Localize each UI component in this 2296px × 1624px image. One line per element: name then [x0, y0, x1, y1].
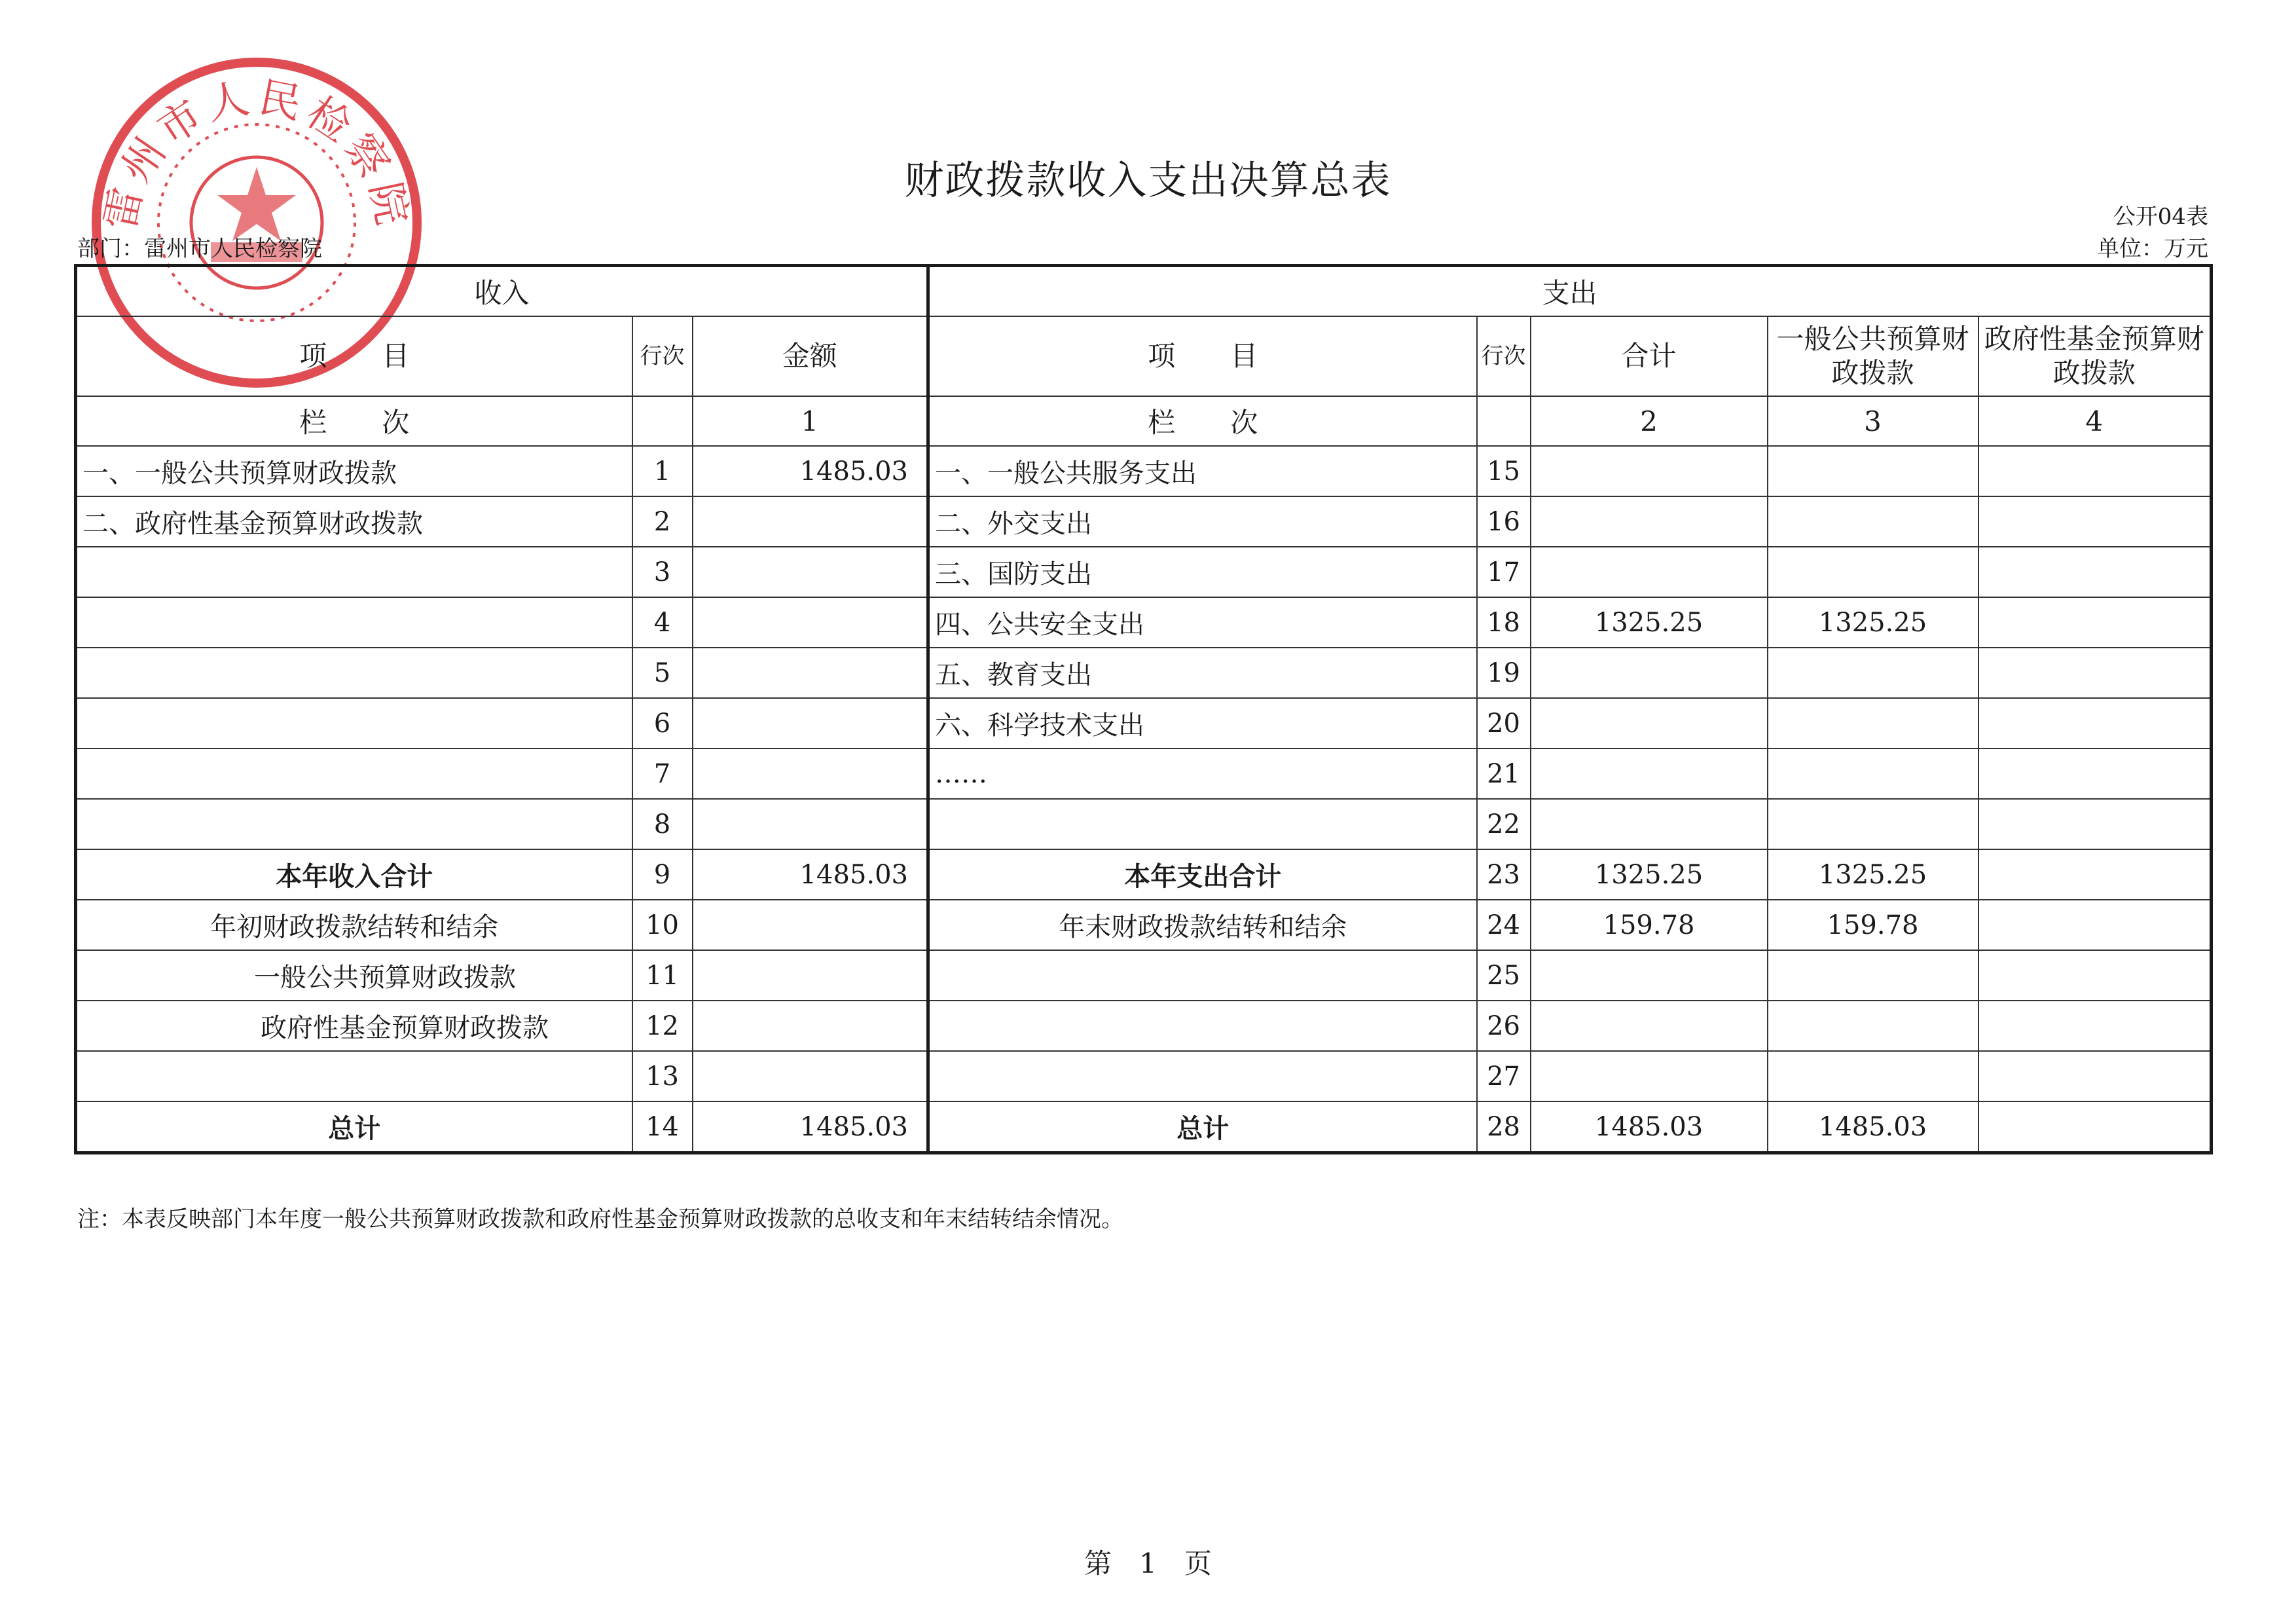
income-item: 一、一般公共预算财政拨款	[76, 446, 632, 496]
income-amount	[693, 900, 928, 950]
income-amount	[693, 1051, 928, 1101]
expense-item	[928, 1001, 1477, 1051]
income-amount	[693, 648, 928, 698]
department-name: 雷州市人民检察院	[144, 236, 322, 262]
expense-item: 总计	[928, 1101, 1477, 1153]
expense-rowno: 23	[1477, 849, 1531, 900]
income-item: 一般公共预算财政拨款	[76, 950, 632, 1001]
income-amount	[693, 799, 928, 849]
expense-fund	[1978, 648, 2212, 698]
income-rowno: 4	[632, 597, 693, 648]
expense-fund	[1978, 849, 2212, 900]
department-label: 部门：	[77, 236, 144, 262]
income-amount: 1485.03	[693, 446, 928, 496]
expense-item	[928, 950, 1477, 1001]
expense-rowno: 28	[1477, 1101, 1531, 1153]
unit-label: 单位：万元	[2097, 236, 2208, 262]
expense-total: 159.78	[1531, 900, 1768, 950]
income-column-label: 栏 次	[76, 396, 632, 446]
header-row-sections	[76, 266, 2212, 317]
table-row	[76, 496, 2212, 547]
expense-general	[1768, 1001, 1978, 1051]
expense-total	[1531, 648, 1768, 698]
table-row	[76, 799, 2212, 849]
income-rowno-blank	[632, 396, 693, 446]
income-rowno: 2	[632, 496, 693, 547]
expense-item: ……	[928, 748, 1477, 799]
income-amount	[693, 698, 928, 748]
expense-general	[1768, 1051, 1978, 1101]
expense-total	[1531, 748, 1768, 799]
income-col-number: 1	[693, 396, 928, 446]
income-amount	[693, 950, 928, 1001]
table-row	[76, 950, 2212, 1001]
table-row	[76, 1101, 2212, 1153]
expense-item: 六、科学技术支出	[928, 698, 1477, 748]
expense-total: 1325.25	[1531, 597, 1768, 648]
income-rowno: 12	[632, 1001, 693, 1051]
expense-fund	[1978, 698, 2212, 748]
expense-total: 1485.03	[1531, 1101, 1768, 1153]
expense-rowno-blank	[1477, 396, 1531, 446]
department	[77, 231, 322, 263]
income-rowno: 9	[632, 849, 693, 900]
income-rowno: 13	[632, 1051, 693, 1101]
expense-general	[1768, 698, 1978, 748]
income-rowno: 5	[632, 648, 693, 698]
income-item: 年初财政拨款结转和结余	[76, 900, 632, 950]
expense-total	[1531, 446, 1768, 496]
expense-fund	[1978, 799, 2212, 849]
expense-item: 五、教育支出	[928, 648, 1477, 698]
expense-general-col-number: 3	[1768, 396, 1978, 446]
expense-general-header: 一般公共预算财政拨款	[1768, 316, 1978, 396]
expense-rowno: 26	[1477, 1001, 1531, 1051]
expense-general: 1485.03	[1768, 1101, 1978, 1153]
expense-rowno: 15	[1477, 446, 1531, 496]
income-header: 收入	[76, 266, 928, 317]
income-amount	[693, 1001, 928, 1051]
table-row	[76, 1001, 2212, 1051]
expense-fund	[1978, 446, 2212, 496]
expense-fund-header: 政府性基金预算财政拨款	[1978, 316, 2212, 396]
expense-general	[1768, 950, 1978, 1001]
expense-item: 四、公共安全支出	[928, 597, 1477, 648]
expense-general	[1768, 748, 1978, 799]
expense-total	[1531, 799, 1768, 849]
expense-item	[928, 1051, 1477, 1101]
expense-fund-col-number: 4	[1978, 396, 2212, 446]
expense-total-col-number: 2	[1531, 396, 1768, 446]
expense-general	[1768, 496, 1978, 547]
income-item	[76, 748, 632, 799]
expense-rowno: 27	[1477, 1051, 1531, 1101]
income-item	[76, 648, 632, 698]
expense-item: 二、外交支出	[928, 496, 1477, 547]
income-item: 二、政府性基金预算财政拨款	[76, 496, 632, 547]
expense-rowno: 18	[1477, 597, 1531, 648]
expense-total	[1531, 1051, 1768, 1101]
table-row	[76, 849, 2212, 900]
expense-general: 1325.25	[1768, 849, 1978, 900]
expense-total	[1531, 496, 1768, 547]
expense-item: 本年支出合计	[928, 849, 1477, 900]
expense-fund	[1978, 597, 2212, 648]
svg-text:雷州市人民检察院: 雷州市人民检察院	[96, 73, 418, 234]
table-body	[76, 446, 2212, 849]
expense-rowno-header: 行次	[1477, 316, 1531, 396]
expense-fund	[1978, 748, 2212, 799]
table-row	[76, 900, 2212, 950]
header-row-columns	[76, 316, 2212, 396]
expense-general	[1768, 547, 1978, 597]
income-rowno: 6	[632, 698, 693, 748]
income-item: 本年收入合计	[76, 849, 632, 900]
expense-total	[1531, 547, 1768, 597]
expense-rowno: 24	[1477, 900, 1531, 950]
footnote: 注：本表反映部门本年度一般公共预算财政拨款和政府性基金预算财政拨款的总收支和年末结转结余情况。	[77, 1206, 1123, 1232]
page-title: 财政拨款收入支出决算总表	[904, 158, 1392, 204]
expense-general	[1768, 799, 1978, 849]
income-item	[76, 698, 632, 748]
expense-header: 支出	[928, 266, 2212, 317]
expense-total: 1325.25	[1531, 849, 1768, 900]
expense-fund	[1978, 1051, 2212, 1101]
expense-fund	[1978, 1101, 2212, 1153]
table-row	[76, 648, 2212, 698]
income-rowno: 11	[632, 950, 693, 1001]
expense-fund	[1978, 547, 2212, 597]
expense-rowno: 22	[1477, 799, 1531, 849]
income-amount	[693, 597, 928, 648]
table-row	[76, 446, 2212, 496]
expense-rowno: 25	[1477, 950, 1531, 1001]
expense-fund	[1978, 900, 2212, 950]
expense-total-header: 合计	[1531, 316, 1768, 396]
expense-item: 年末财政拨款结转和结余	[928, 900, 1477, 950]
income-amount	[693, 496, 928, 547]
table-row	[76, 547, 2212, 597]
expense-total	[1531, 698, 1768, 748]
income-rowno: 3	[632, 547, 693, 597]
table-row	[76, 1051, 2212, 1101]
income-rowno: 10	[632, 900, 693, 950]
expense-rowno: 19	[1477, 648, 1531, 698]
expense-general: 1325.25	[1768, 597, 1978, 648]
expense-total	[1531, 950, 1768, 1001]
income-item: 总计	[76, 1101, 632, 1153]
expense-rowno: 21	[1477, 748, 1531, 799]
income-rowno: 7	[632, 748, 693, 799]
page-number: 第 1 页	[1084, 1547, 1212, 1579]
budget-table	[74, 264, 2213, 1154]
expense-item	[928, 799, 1477, 849]
income-item	[76, 1051, 632, 1101]
expense-total	[1531, 1001, 1768, 1051]
expense-rowno: 20	[1477, 698, 1531, 748]
expense-item: 三、国防支出	[928, 547, 1477, 597]
income-item-header: 项 目	[76, 316, 632, 396]
income-amount	[693, 547, 928, 597]
table-row	[76, 597, 2212, 648]
expense-general	[1768, 648, 1978, 698]
table-row	[76, 748, 2212, 799]
expense-fund	[1978, 950, 2212, 1001]
income-amount: 1485.03	[693, 849, 928, 900]
income-rowno: 8	[632, 799, 693, 849]
table-row	[76, 698, 2212, 748]
expense-fund	[1978, 1001, 2212, 1051]
form-code: 公开04表	[2113, 204, 2208, 230]
expense-rowno: 16	[1477, 496, 1531, 547]
header-row-column-numbers	[76, 396, 2212, 446]
income-item	[76, 547, 632, 597]
expense-general: 159.78	[1768, 900, 1978, 950]
expense-column-label: 栏 次	[928, 396, 1477, 446]
expense-general	[1768, 446, 1978, 496]
income-amount-header: 金额	[693, 316, 928, 396]
expense-item: 一、一般公共服务支出	[928, 446, 1477, 496]
income-item	[76, 799, 632, 849]
expense-fund	[1978, 496, 2212, 547]
income-rowno-header: 行次	[632, 316, 693, 396]
income-item: 政府性基金预算财政拨款	[76, 1001, 632, 1051]
income-amount: 1485.03	[693, 1101, 928, 1153]
expense-rowno: 17	[1477, 547, 1531, 597]
expense-item-header: 项 目	[928, 316, 1477, 396]
income-rowno: 1	[632, 446, 693, 496]
income-item	[76, 597, 632, 648]
income-amount	[693, 748, 928, 799]
income-rowno: 14	[632, 1101, 693, 1153]
